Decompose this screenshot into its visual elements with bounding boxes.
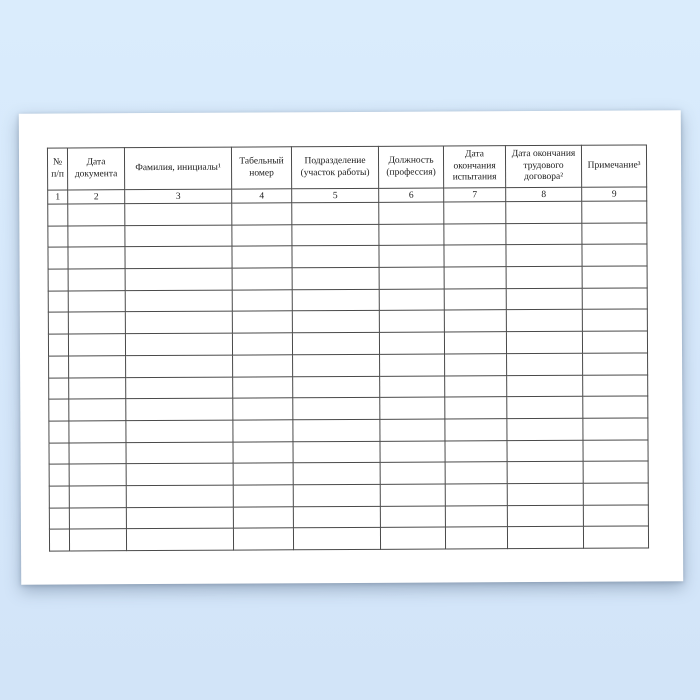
blank-cell [507, 440, 583, 462]
blank-cell [233, 485, 293, 507]
blank-cell [125, 290, 232, 312]
blank-row-11 [49, 418, 648, 443]
register-table-head [47, 145, 646, 190]
blank-cell [380, 527, 445, 549]
blank-cell [507, 483, 583, 505]
blank-cell [444, 245, 506, 267]
blank-row-13 [49, 461, 648, 486]
header-cell-4: Табельный номер [231, 147, 291, 189]
blank-cell [293, 419, 380, 441]
blank-cell [444, 332, 506, 354]
blank-cell [69, 507, 126, 529]
blank-cell [126, 463, 233, 485]
blank-cell [445, 353, 507, 375]
header-cell-7: Дата окончания испытания [443, 146, 505, 188]
blank-row-12 [49, 440, 648, 465]
blank-cell [583, 461, 648, 483]
blank-row-9 [49, 374, 648, 399]
blank-cell [125, 268, 232, 290]
column-number-cell-3: 3 [125, 189, 232, 204]
blank-cell [445, 462, 507, 484]
blank-cell [380, 484, 445, 506]
blank-cell [233, 420, 293, 442]
blank-cell [583, 374, 648, 396]
blank-cell [69, 486, 126, 508]
blank-cell [49, 356, 69, 378]
blank-cell [233, 376, 293, 398]
header-cell-6: Должность (профессия) [378, 146, 443, 188]
blank-cell [582, 266, 647, 288]
blank-cell [444, 202, 506, 224]
blank-row-15 [49, 505, 648, 530]
blank-cell [126, 528, 233, 550]
blank-cell [444, 310, 506, 332]
blank-cell [69, 399, 126, 421]
header-cell-5: Подразделение (участок работы) [291, 146, 378, 188]
blank-cell [49, 443, 69, 465]
blank-cell [379, 224, 444, 246]
blank-row-3 [48, 244, 647, 269]
blank-cell [444, 288, 506, 310]
blank-cell [233, 355, 293, 377]
blank-cell [445, 375, 507, 397]
blank-cell [48, 204, 68, 226]
blank-cell [69, 529, 126, 551]
header-cell-1: № п/п [47, 148, 67, 190]
blank-cell [68, 247, 125, 269]
column-number-cell-5: 5 [292, 188, 379, 202]
blank-cell [380, 354, 445, 376]
blank-cell [506, 288, 582, 310]
header-cell-3: Фамилия, инициалы¹ [124, 147, 231, 190]
register-table-body [48, 187, 649, 551]
blank-cell [233, 463, 293, 485]
blank-cell [445, 484, 507, 506]
blank-cell [445, 397, 507, 419]
column-number-cell-6: 6 [379, 188, 444, 202]
blank-cell [292, 289, 379, 311]
blank-cell [232, 290, 292, 312]
blank-cell [380, 462, 445, 484]
blank-cell [507, 375, 583, 397]
blank-cell [126, 355, 233, 377]
blank-cell [68, 225, 125, 247]
blank-cell [380, 397, 445, 419]
blank-cell [444, 267, 506, 289]
blank-cell [293, 376, 380, 398]
blank-cell [233, 506, 293, 528]
blank-cell [380, 419, 445, 441]
blank-cell [379, 289, 444, 311]
blank-cell [126, 420, 233, 442]
column-number-cell-9: 9 [582, 187, 647, 201]
column-number-cell-2: 2 [68, 190, 125, 204]
column-number-cell-4: 4 [232, 189, 292, 203]
blank-cell [126, 398, 233, 420]
blank-cell [68, 269, 125, 291]
blank-cell [68, 290, 125, 312]
blank-cell [292, 246, 379, 268]
blank-cell [506, 331, 582, 353]
blank-cell [582, 331, 647, 353]
blank-cell [380, 441, 445, 463]
blank-cell [507, 462, 583, 484]
blank-cell [445, 527, 507, 549]
blank-cell [445, 419, 507, 441]
header-cell-2: Дата документа [67, 148, 124, 190]
blank-cell [49, 508, 69, 530]
blank-cell [507, 396, 583, 418]
blank-cell [233, 398, 293, 420]
blank-cell [379, 332, 444, 354]
blank-cell [582, 244, 647, 266]
blank-cell [445, 440, 507, 462]
blank-cell [125, 333, 232, 355]
blank-cell [125, 246, 232, 268]
blank-cell [125, 203, 232, 225]
blank-cell [506, 245, 582, 267]
blank-row-1 [48, 201, 647, 226]
blank-cell [379, 310, 444, 332]
blank-cell [48, 247, 68, 269]
blank-cell [232, 311, 292, 333]
blank-cell [126, 507, 233, 529]
blank-cell [292, 224, 379, 246]
blank-row-14 [49, 483, 648, 508]
blank-cell [506, 223, 582, 245]
blank-cell [48, 312, 68, 334]
blank-cell [292, 332, 379, 354]
blank-cell [380, 376, 445, 398]
blank-cell [48, 269, 68, 291]
blank-row-4 [48, 266, 647, 291]
header-cell-8: Дата окончания трудового договора² [505, 145, 581, 187]
blank-row-16 [49, 526, 648, 551]
blank-cell [68, 334, 125, 356]
blank-cell [506, 201, 582, 223]
blank-cell [125, 225, 232, 247]
blank-cell [232, 246, 292, 268]
blank-cell [583, 483, 648, 505]
blank-cell [507, 418, 583, 440]
blank-cell [232, 224, 292, 246]
blank-cell [233, 528, 293, 550]
blank-cell [379, 202, 444, 224]
blank-row-7 [48, 331, 647, 356]
blank-row-8 [49, 353, 648, 378]
header-cell-9: Примечание³ [581, 145, 646, 187]
blank-cell [233, 441, 293, 463]
blank-cell [49, 529, 69, 551]
blank-cell [507, 505, 583, 527]
blank-cell [68, 312, 125, 334]
blank-cell [49, 377, 69, 399]
blank-cell [380, 506, 445, 528]
blank-cell [69, 355, 126, 377]
blank-row-10 [49, 396, 648, 421]
blank-cell [68, 204, 125, 226]
blank-cell [582, 223, 647, 245]
blank-cell [49, 421, 69, 443]
blank-cell [125, 312, 232, 334]
blank-cell [48, 291, 68, 313]
blank-row-6 [48, 309, 647, 334]
column-number-cell-7: 7 [444, 188, 506, 202]
blank-cell [445, 505, 507, 527]
blank-cell [507, 527, 583, 549]
blank-row-2 [48, 223, 647, 248]
blank-cell [506, 266, 582, 288]
blank-cell [126, 485, 233, 507]
register-table [47, 144, 649, 551]
blank-cell [582, 288, 647, 310]
blank-cell [293, 398, 380, 420]
document-sheet [19, 110, 683, 584]
blank-cell [507, 353, 583, 375]
blank-cell [49, 464, 69, 486]
blank-cell [232, 333, 292, 355]
blank-cell [69, 464, 126, 486]
blank-cell [582, 201, 647, 223]
blank-cell [444, 223, 506, 245]
blank-cell [506, 310, 582, 332]
blank-cell [69, 442, 126, 464]
blank-cell [293, 528, 380, 550]
blank-cell [583, 418, 648, 440]
blank-cell [583, 440, 648, 462]
column-number-cell-1: 1 [48, 190, 68, 204]
header-row [47, 145, 646, 190]
blank-cell [49, 399, 69, 421]
blank-cell [293, 506, 380, 528]
column-number-cell-8: 8 [506, 187, 582, 201]
blank-cell [583, 526, 648, 548]
blank-cell [69, 377, 126, 399]
blank-cell [293, 354, 380, 376]
blank-cell [48, 226, 68, 248]
blank-cell [293, 463, 380, 485]
blank-cell [292, 267, 379, 289]
blank-cell [49, 486, 69, 508]
blank-cell [292, 202, 379, 224]
blank-row-5 [48, 288, 647, 313]
blank-cell [379, 267, 444, 289]
blank-cell [293, 441, 380, 463]
blank-cell [292, 311, 379, 333]
blank-cell [583, 353, 648, 375]
blank-cell [126, 377, 233, 399]
blank-cell [232, 203, 292, 225]
blank-cell [293, 484, 380, 506]
blank-cell [48, 334, 68, 356]
blank-cell [69, 421, 126, 443]
blank-cell [583, 396, 648, 418]
blank-cell [582, 309, 647, 331]
blank-cell [379, 245, 444, 267]
blank-cell [583, 505, 648, 527]
blank-cell [126, 442, 233, 464]
blank-cell [232, 268, 292, 290]
